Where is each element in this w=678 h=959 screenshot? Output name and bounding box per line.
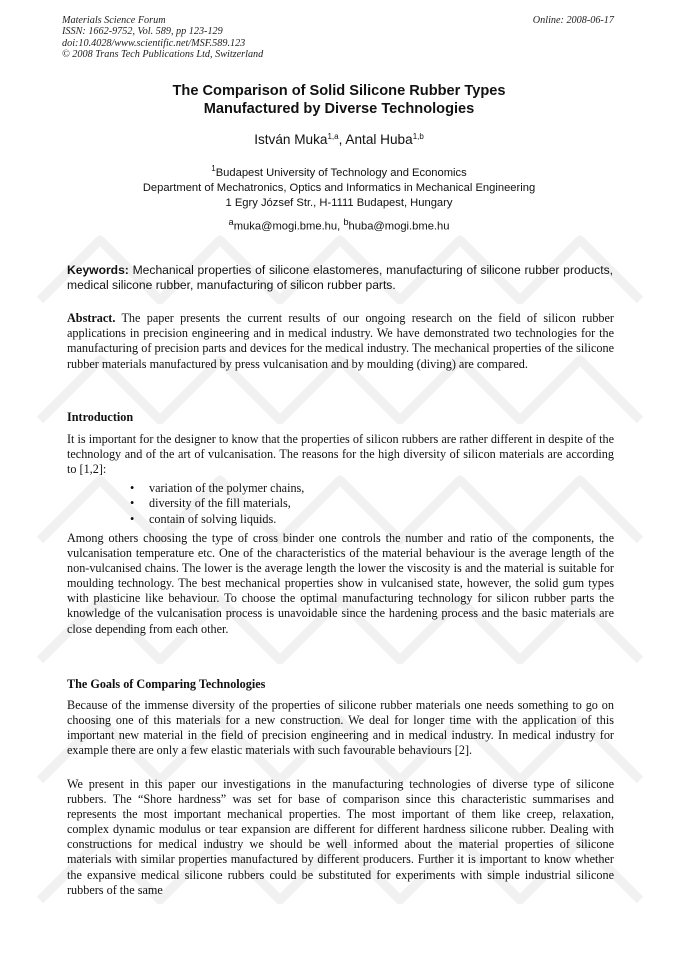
author-1-sup: 1,a — [327, 132, 339, 141]
email-line — [0, 215, 678, 235]
online-date: Online: 2008-06-17 — [532, 15, 614, 26]
introduction-paragraph-1: It is important for the designer to know that the properties of silicon rubbers are rather different in despite of the technology and of the art of vulcanisation. The reasons for the high diversity of silicon materials are according to [1,2]: — [67, 432, 614, 477]
email-a[interactable]: muka@mogi.bme.hu — [233, 220, 338, 233]
list-item — [130, 512, 304, 527]
author-list — [0, 132, 678, 148]
bullet-icon: • — [130, 481, 135, 495]
journal-name: Materials Science Forum — [62, 15, 166, 26]
email-b-sup: b — [343, 217, 349, 227]
bullet-icon: • — [130, 496, 135, 511]
affiliation — [0, 166, 678, 211]
list-item — [130, 496, 304, 511]
title-line-2: Manufactured by Diverse Technologies — [203, 100, 475, 117]
abstract-text: The paper presents the current results of our ongoing research on the field of silicon rubber applications in precision engineering and in medical industry. We have demonstrated two technologies for the manufacturing of precision parts and devices for the medical industry. The mechanical properties of the silicone rubber materials manufactured by press vulcanisation and by moulding (diving) are compared. — [67, 311, 614, 371]
introduction-bullet-list — [130, 481, 304, 527]
goals-paragraph-2: We present in this paper our investigations in the manufacturing technologies of diverse type of silicone rubbers. The “Shore hardness” was set for base of comparison since this characteristic summarises and represents the most important mechanical properties. The most important of them like creep, relaxation, complex dynamic modulus or tear expansion are different for different hardness silicone rubber. Dealing with constructions for medical industry we should be well informed about the material properties of silicone materials with similar properties manufactured by different producers. Further it is important to know whether the expansive medical silicone rubbers could be substituted for experiments with simple industrial silicone rubbers of the same — [67, 777, 614, 897]
affiliation-line-2: Department of Mechatronics, Optics and Informatics in Mechanical Engineering — [142, 182, 536, 194]
goals-heading: The Goals of Comparing Technologies — [67, 677, 266, 691]
author-2: Antal Huba — [345, 132, 413, 147]
goals-paragraph-1: Because of the immense diversity of the properties of silicone rubber materials one needs something to go on choosing one of this materials for a new construction. We deal for longer time with the application of this important new material in the field of precision engineering and in medical industry. In medical industry for example there are only a few elastic materials with such favourable behaviours [2]. — [67, 698, 614, 758]
email-a-sup: a — [228, 217, 234, 227]
title-line-1: The Comparison of Solid Silicone Rubber Types — [172, 83, 506, 99]
keywords-label: Keywords: — [67, 263, 129, 277]
paper-title — [0, 83, 678, 118]
introduction-heading: Introduction — [67, 410, 134, 424]
author-2-sup: 1,b — [412, 132, 424, 141]
publication-meta — [62, 15, 263, 61]
keywords-section — [67, 263, 613, 294]
email-separator: , — [337, 220, 344, 233]
introduction-paragraph-2: Among others choosing the type of cross binder one controls the number and ratio of the components, the vulcanisation temperature etc. One of the characteristics of the material behaviour is the average length of the non-vulcanised chains. The lower is the average length the lower the viscosity is and the material is suitable for moulding technology. The best mechanical properties show in vulcanised state, however, the solid gum types with plasticine like behaviour. To choose the optimal manufacturing technology for silicon rubber parts the knowledge of the vulcanisation process is unavoidable since the hardening process and the basic materials are close depending from each other. — [67, 531, 614, 636]
abstract-label: Abstract. — [67, 311, 116, 325]
keywords-text: Mechanical properties of silicone elastomeres, manufacturing of silicone rubber products, medical silicone rubber, manufacturing of silicon rubber parts. — [67, 263, 613, 293]
bullet-text: variation of the polymer chains, — [149, 481, 305, 495]
list-item — [130, 481, 304, 496]
bullet-text: contain of solving liquids. — [149, 511, 277, 526]
copyright-line: © 2008 Trans Tech Publications Ltd, Switzerland — [62, 49, 264, 61]
affiliation-sup: 1 — [211, 164, 216, 173]
email-b[interactable]: huba@mogi.bme.hu — [348, 220, 450, 233]
affiliation-university: Budapest University of Technology and Economics — [215, 167, 467, 179]
issn-line: ISSN: 1662-9752, Vol. 589, pp 123-129 — [62, 26, 223, 38]
doi-line: doi:10.4028/www.scientific.net/MSF.589.123 — [62, 37, 246, 49]
abstract-section — [67, 311, 614, 372]
affiliation-line-3: 1 Egry József Str., H-1111 Budapest, Hungary — [225, 197, 453, 209]
affiliation-line-1 — [0, 166, 678, 181]
author-1: István Muka — [254, 132, 328, 147]
author-separator: , — [338, 132, 346, 147]
bullet-text: diversity of the fill materials, — [149, 496, 291, 511]
bullet-icon: • — [130, 511, 135, 526]
